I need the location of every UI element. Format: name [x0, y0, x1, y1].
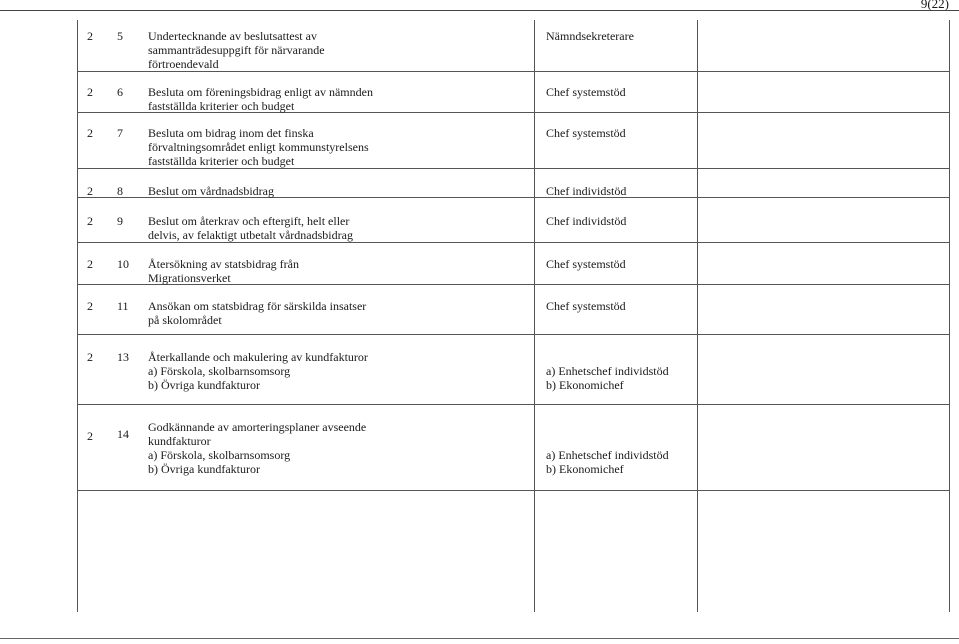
description-line: delvis, av felaktigt utbetalt vårdnadsbidrag: [148, 228, 353, 242]
delegate: [546, 29, 634, 43]
delegate-line: a) Enhetschef individstöd: [546, 448, 669, 462]
decision-description: [148, 214, 353, 242]
item-number: 7: [117, 126, 123, 140]
row-divider: [77, 490, 950, 491]
delegate: [546, 214, 626, 228]
description-line: Migrationsverket: [148, 271, 231, 285]
delegate-line: Chef systemstöd: [546, 126, 626, 140]
chapter-number: 2: [87, 85, 93, 99]
delegation-table: [77, 20, 950, 612]
delegate-line: Chef individstöd: [546, 214, 627, 228]
page-footer-rule: [0, 638, 959, 639]
item-number: 11: [117, 299, 129, 313]
decision-description: [148, 420, 366, 476]
item-number: 5: [117, 29, 123, 43]
decision-description: [148, 126, 369, 168]
chapter-number: 2: [87, 429, 93, 443]
item-number: 14: [117, 427, 129, 441]
delegate: [546, 184, 626, 198]
delegate-line: Chef systemstöd: [546, 85, 626, 99]
item-number: 8: [117, 184, 123, 198]
item-number: 6: [117, 85, 123, 99]
row-divider: [77, 334, 950, 335]
decision-description: [148, 350, 368, 392]
description-line: a) Förskola, skolbarnsomsorg: [148, 364, 291, 378]
delegate: [546, 350, 669, 392]
description-line: fastställda kriterier och budget: [148, 154, 295, 168]
decision-description: [148, 29, 325, 71]
description-line: på skolområdet: [148, 313, 222, 327]
description-line: Beslut om återkrav och eftergift, helt eller: [148, 214, 350, 228]
delegate: [546, 257, 626, 271]
chapter-number: 2: [87, 126, 93, 140]
description-line: sammanträdesuppgift för närvarande: [148, 43, 325, 57]
column-divider: [534, 20, 535, 612]
description-line: Ansökan om statsbidrag för särskilda insatser: [148, 299, 367, 313]
table-border-left: [77, 20, 78, 612]
item-number: 13: [117, 350, 129, 364]
chapter-number: 2: [87, 214, 93, 228]
description-line: förvaltningsområdet enligt kommunstyrelsens: [148, 140, 369, 154]
chapter-number: 2: [87, 299, 93, 313]
delegate: [546, 126, 626, 140]
description-line: b) Övriga kundfakturor: [148, 378, 260, 392]
delegate-line: [546, 434, 669, 448]
item-number: 9: [117, 214, 123, 228]
delegate-line: Chef systemstöd: [546, 257, 626, 271]
delegate-line: a) Enhetschef individstöd: [546, 364, 669, 378]
chapter-number: 2: [87, 29, 93, 43]
description-line: förtroendevald: [148, 57, 219, 71]
delegate-line: Chef individstöd: [546, 184, 627, 198]
page-header-rule: [0, 10, 959, 11]
description-line: Återkallande och makulering av kundfakturor: [148, 350, 368, 364]
description-line: Besluta om bidrag inom det finska: [148, 126, 314, 140]
delegate-line: b) Ekonomichef: [546, 462, 624, 476]
description-line: a) Förskola, skolbarnsomsorg: [148, 448, 291, 462]
row-divider: [77, 404, 950, 405]
page-number: 9(22): [920, 0, 949, 11]
delegate-line: [546, 420, 669, 434]
decision-description: [148, 299, 366, 327]
item-number: 10: [117, 257, 129, 271]
decision-description: [148, 85, 373, 113]
delegate-line: b) Ekonomichef: [546, 378, 624, 392]
description-line: Godkännande av amorteringsplaner avseende: [148, 420, 367, 434]
description-line: Beslut om vårdnadsbidrag: [148, 184, 274, 198]
delegate: [546, 299, 626, 313]
delegate-line: Chef systemstöd: [546, 299, 626, 313]
row-divider: [77, 71, 950, 72]
row-divider: [77, 168, 950, 169]
delegate-line: [546, 350, 669, 364]
table-border-right: [949, 20, 950, 612]
chapter-number: 2: [87, 184, 93, 198]
chapter-number: 2: [87, 257, 93, 271]
column-divider: [697, 20, 698, 612]
decision-description: [148, 184, 274, 198]
description-line: kundfakturor: [148, 434, 211, 448]
description-line: fastställda kriterier och budget: [148, 99, 295, 113]
decision-description: [148, 257, 299, 285]
delegate-line: Nämndsekreterare: [546, 29, 634, 43]
delegate: [546, 85, 626, 99]
description-line: b) Övriga kundfakturor: [148, 462, 260, 476]
row-divider: [77, 242, 950, 243]
chapter-number: 2: [87, 350, 93, 364]
description-line: Återsökning av statsbidrag från: [148, 257, 299, 271]
description-line: Besluta om föreningsbidrag enligt av nämnden: [148, 85, 373, 99]
description-line: Undertecknande av beslutsattest av: [148, 29, 317, 43]
delegate: [546, 420, 669, 476]
